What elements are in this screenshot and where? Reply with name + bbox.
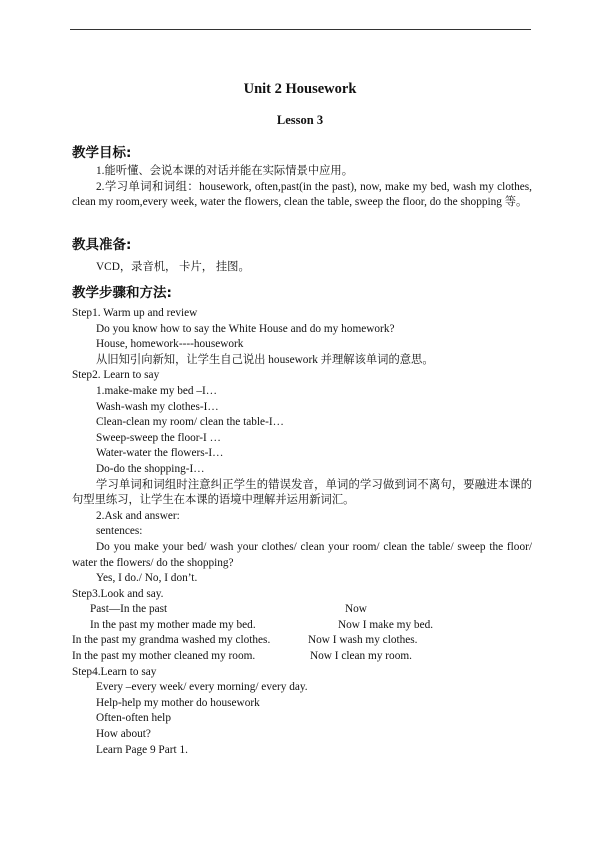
step4-line: Every –every week/ every morning/ every day.: [96, 681, 308, 694]
step2-title: Step2. Learn to say: [72, 369, 160, 382]
goal-item-2: 2.学习单词和词组：housework, often,past(in the past), now, make my bed, wash my clothes, clean my room,every week, water the flowers, clean the table, sweep the floor, do the shopping 等。: [72, 180, 532, 209]
step3-past: In the past my mother cleaned my room.: [72, 650, 256, 663]
step3-row: [72, 633, 532, 649]
step3-row: [72, 649, 532, 665]
step2-line: Sweep-sweep the floor-I …: [96, 431, 221, 444]
step3-past: In the past my grandma washed my clothes.: [72, 634, 271, 647]
methods-heading: 教学步骤和方法:: [72, 285, 172, 301]
step2-answer: Yes, I do./ No, I don’t.: [96, 572, 198, 585]
lesson-title: Lesson 3: [276, 113, 324, 127]
step3-header-past: Past—In the past: [90, 603, 168, 616]
tools-section: [72, 260, 532, 276]
goals-section: [72, 164, 532, 211]
step2-line: Clean-clean my room/ clean the table-I…: [96, 416, 284, 429]
step2-line: Wash-wash my clothes-I…: [96, 400, 219, 413]
step2-line: 1.make-make my bed –I…: [96, 384, 218, 397]
step2-line: Do-do the shopping-I…: [96, 462, 205, 475]
step3-now: Now I clean my room.: [310, 650, 412, 663]
step4-line: Help-help my mother do housework: [96, 696, 260, 709]
step3-title: Step3.Look and say.: [72, 587, 164, 600]
step4-line: How about?: [96, 728, 151, 741]
header-rule: [70, 29, 531, 30]
step1-line: 从旧知引向新知，让学生自己说出 housework 并理解该单词的意思。: [96, 353, 434, 366]
step3-header-now: Now: [345, 603, 367, 616]
step4-line: Often-often help: [96, 712, 171, 725]
step2-question: Do you make your bed/ wash your clothes/ clean your room/ clean the table/ sweep the floor/ water the flowers/ do the shopping?: [72, 540, 532, 569]
step4-title: Step4.Learn to say: [72, 665, 157, 678]
goals-heading: 教学目标:: [72, 145, 132, 161]
step2-ask-title: 2.Ask and answer:: [96, 509, 180, 522]
step1-line: Do you know how to say the White House and do my homework?: [96, 322, 395, 335]
step2-sentences-label: sentences:: [96, 525, 143, 538]
step3-header-row: [72, 602, 532, 618]
step3-row: [72, 618, 532, 634]
document-title: Unit 2 Housework: [243, 81, 357, 97]
step3-now: Now I make my bed.: [338, 618, 434, 631]
steps-section: [72, 306, 532, 758]
step2-line: Water-water the flowers-I…: [96, 447, 224, 460]
step1-line: House, homework----housework: [96, 338, 244, 351]
tools-text: VCD，录音机， 卡片， 挂图。: [96, 261, 250, 273]
step1-title: Step1. Warm up and review: [72, 307, 198, 319]
step4-line: Learn Page 9 Part 1.: [96, 743, 188, 756]
goal-item-1: 1.能听懂、会说本课的对话并能在实际情景中应用。: [96, 165, 354, 177]
step3-past: In the past my mother made my bed.: [90, 618, 256, 631]
tools-heading: 教具准备:: [72, 237, 132, 253]
step2-note: 学习单词和词组时注意纠正学生的错误发音，单词的学习做到词不离句，要融进本课的句型里练习，让学生在本课的语境中理解并运用新词汇。: [72, 478, 532, 507]
step3-now: Now I wash my clothes.: [308, 634, 418, 647]
